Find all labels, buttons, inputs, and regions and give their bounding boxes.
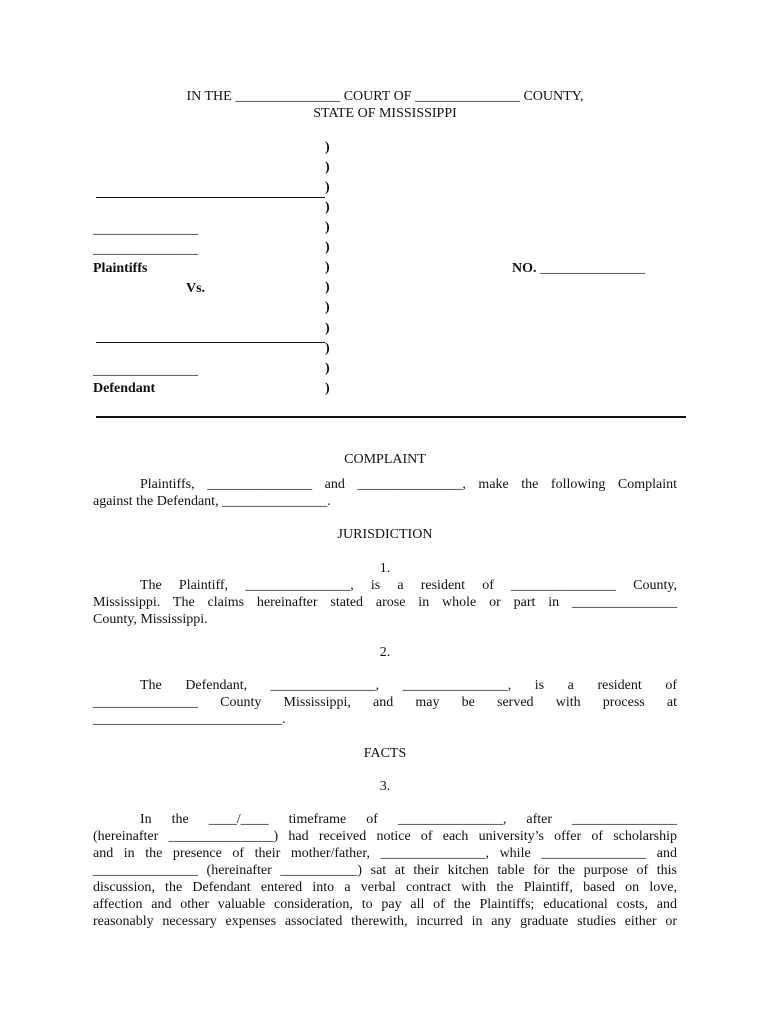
paragraph-line: Mississippi. The claims hereinafter stated arose in whole or part in _______________ [93, 595, 677, 610]
paragraph-line: _______________ County Mississippi, and may be served with process at [93, 695, 677, 710]
jurisdiction-heading: JURISDICTION [337, 527, 433, 542]
paragraph-line: and in the presence of their mother/father, _______________, while _______________ and [93, 846, 677, 861]
caption-paren: ) [325, 140, 330, 155]
paragraph-line: The Plaintiff, _______________, is a resident of _______________ County, [140, 578, 677, 593]
paragraph-line: (hereinafter _______________) had received notice of each university’s offer of scholarship [93, 829, 677, 844]
paragraph-number: 1. [379, 561, 391, 576]
paragraph-line: County, Mississippi. [93, 612, 208, 627]
plaintiff-blank-1: _______________ [93, 222, 198, 237]
caption-paren: ) [325, 180, 330, 195]
caption-paren: ) [325, 280, 330, 295]
paragraph-line: In the ____/____ timeframe of _______________, after _______________ [140, 812, 677, 827]
caption-paren: ) [325, 240, 330, 255]
paragraph-line: discussion, the Defendant entered into a verbal contract with the Plaintiff, based on love, [93, 880, 677, 895]
plaintiffs-label: Plaintiffs [93, 261, 148, 276]
vs-label: Vs. [186, 281, 206, 296]
caption-divider [96, 416, 686, 418]
paragraph-line: reasonably necessary expenses associated therewith, incurred in any graduate studies either or [93, 914, 677, 929]
facts-heading: FACTS [363, 746, 407, 761]
paragraph-number: 2. [379, 645, 391, 660]
caption-paren: ) [325, 200, 330, 215]
caption-paren: ) [325, 341, 330, 356]
defendant-name-line [96, 342, 325, 343]
caption-paren: ) [325, 260, 330, 275]
caption-paren: ) [325, 160, 330, 175]
caption-paren: ) [325, 381, 330, 396]
plaintiff-name-line [96, 197, 325, 198]
plaintiff-blank-2: _______________ [93, 242, 198, 257]
intro-line: against the Defendant, _______________. [93, 494, 331, 509]
intro-line: Plaintiffs, _______________ and _______________, make the following Complaint [140, 477, 677, 492]
paragraph-number: 3. [379, 779, 391, 794]
complaint-heading: COMPLAINT [344, 452, 426, 467]
caption-paren: ) [325, 300, 330, 315]
intro-paragraph [93, 476, 677, 510]
caption-paren: ) [325, 321, 330, 336]
paragraph-line: ___________________________. [93, 712, 286, 727]
defendant-label: Defendant [93, 381, 156, 396]
paragraph-line: affection and other valuable consideration, to pay all of the Plaintiffs; educational costs, and [93, 897, 677, 912]
caption-paren: ) [325, 361, 330, 376]
court-line: IN THE _______________ COURT OF _______________ COUNTY, [186, 89, 584, 104]
case-number-blank: _______________ [540, 261, 645, 276]
paragraph-2 [93, 677, 677, 728]
defendant-blank: _______________ [93, 363, 198, 378]
paragraph-line: The Defendant, _______________, _______________, is a resident of [140, 678, 677, 693]
paragraph-3 [93, 811, 677, 930]
caption-paren: ) [325, 220, 330, 235]
case-number: NO. _______________ [512, 261, 645, 276]
state-line: STATE OF MISSISSIPPI [313, 106, 457, 121]
paragraph-1 [93, 577, 677, 628]
paragraph-line: _______________ (hereinafter ___________) sat at their kitchen table for the purpose of this [93, 863, 677, 878]
